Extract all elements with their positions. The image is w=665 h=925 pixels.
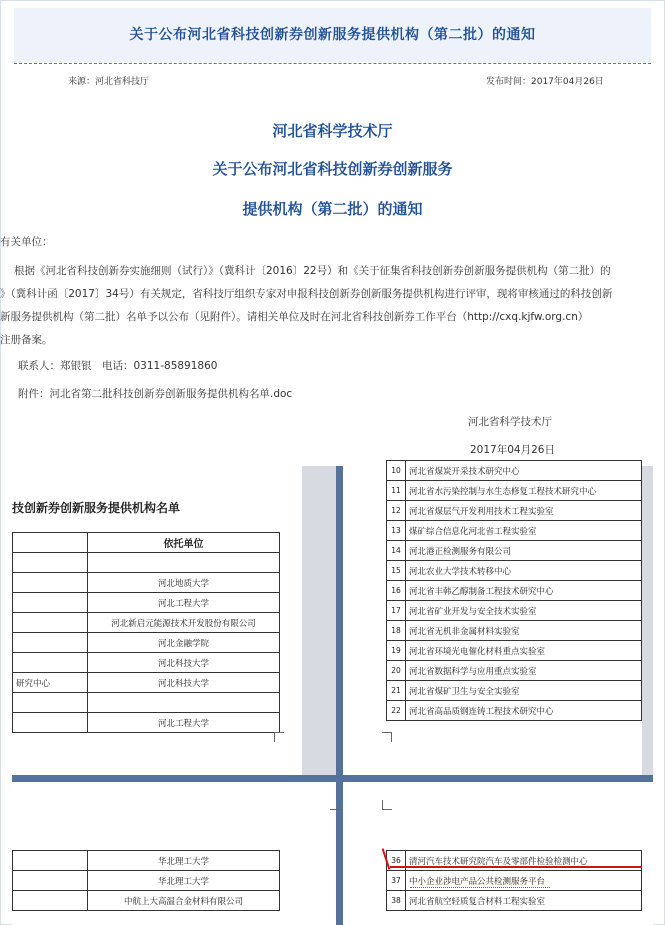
table-row: 河北新启元能源技术开发股份有限公司 bbox=[13, 613, 280, 633]
article-title: 关于公布河北省科技创新券创新服务提供机构（第二批）的通知 bbox=[129, 27, 536, 43]
salutation: 有关单位： bbox=[0, 236, 53, 248]
table-row: 河北工程大学 bbox=[13, 713, 280, 733]
table-row: 河北工程大学 bbox=[13, 593, 280, 613]
table-row: 36 清河汽车技术研究院汽车及零部件检验检测中心 bbox=[387, 851, 642, 871]
table-row: 15 河北农业大学技术转移中心 bbox=[387, 561, 642, 581]
table-row: 19 河北省环境光电催化材料重点实验室 bbox=[387, 641, 642, 661]
attachment-screenshot bbox=[12, 466, 653, 925]
body-line-3: 新服务提供机构（第二批）名单予以公布（见附件）。请相关单位及时在河北省科技创新券工作平台（http://cxq.kjfw.org.cn） bbox=[0, 311, 589, 323]
table-row: 13 煤矿综合信息化河北省工程实验室 bbox=[387, 521, 642, 541]
table-row bbox=[13, 553, 280, 573]
table-row: 12 河北省煤层气开发利用技术工程实验室 bbox=[387, 501, 642, 521]
table-row: 16 河北省丰韩乙醇制备工程技术研究中心 bbox=[387, 581, 642, 601]
right-table bbox=[386, 460, 642, 721]
gap-area bbox=[302, 466, 336, 775]
document-heading-line2: 提供机构（第二批）的通知 bbox=[242, 200, 423, 218]
crop-mark bbox=[382, 800, 392, 810]
publish-time: 发布时间：2017年04月26日 bbox=[486, 77, 604, 87]
body-line-2: 》（冀科计函〔2017〕34号）有关规定，省科技厅组织专家对申报科技创新券创新服务提供机构进行评审，现将审核通过的科技创新 bbox=[0, 288, 613, 300]
table-row: 22 河北省高品质钢连铸工程技术研究中心 bbox=[387, 701, 642, 721]
table-row: 华北理工大学 bbox=[13, 851, 280, 871]
body-line-1: 根据《河北省科技创新券实施细则（试行）》（冀科计〔2016〕22号）和《关于征集省科技创新券创新服务提供机构（第二批）的 bbox=[14, 265, 611, 277]
bottom-right-table bbox=[386, 850, 642, 911]
title-bar bbox=[14, 8, 651, 62]
table-row: 10 河北省煤炭开采技术研究中心 bbox=[387, 461, 642, 481]
table-row: 21 河北省煤矿卫生与安全实验室 bbox=[387, 681, 642, 701]
table-row: 18 河北省无机非金属材料实验室 bbox=[387, 621, 642, 641]
signature-date: 2017年04月26日 bbox=[470, 444, 555, 456]
bottom-left-table bbox=[12, 850, 280, 911]
table-row: 20 河北省数据科学与应用重点实验室 bbox=[387, 661, 642, 681]
table-row: 17 河北省矿业开发与安全技术实验室 bbox=[387, 601, 642, 621]
table-row: 中航上大高温合金材料有限公司 bbox=[13, 891, 280, 911]
table-row: 38 河北省航空轻质复合材料工程实验室 bbox=[387, 891, 642, 911]
gap-area bbox=[642, 466, 653, 775]
table-row bbox=[13, 693, 280, 713]
attachment-link[interactable]: 附件：河北省第二批科技创新券创新服务提供机构名单.doc bbox=[18, 388, 293, 400]
document-heading-line1: 关于公布河北省科技创新券创新服务 bbox=[212, 160, 453, 178]
table-header: 依托单位 bbox=[88, 533, 280, 553]
table-row: 研究中心 河北科技大学 bbox=[13, 673, 280, 693]
table-row: 37 中小企业涉电产品公共检测服务平台 bbox=[387, 871, 642, 891]
crop-mark bbox=[330, 800, 340, 810]
highlight-underline bbox=[390, 866, 642, 868]
table-row: 华北理工大学 bbox=[13, 871, 280, 891]
spellcheck-underline bbox=[410, 886, 550, 888]
body-line-4: 注册备案。 bbox=[0, 334, 53, 346]
crop-mark bbox=[274, 732, 284, 742]
table-row: 11 河北省水污染控制与水生态修复工程技术研究中心 bbox=[387, 481, 642, 501]
left-table bbox=[12, 532, 280, 733]
title-divider bbox=[14, 63, 651, 64]
document-heading-agency: 河北省科学技术厅 bbox=[272, 122, 393, 140]
contact-info: 联系人：郑银银 电话：0311-85891860 bbox=[18, 360, 218, 372]
signature: 河北省科学技术厅 bbox=[468, 416, 552, 428]
table-row: 14 河北港正检测服务有限公司 bbox=[387, 541, 642, 561]
screenshot-divider-horizontal bbox=[12, 775, 653, 782]
table-row: 河北地质大学 bbox=[13, 573, 280, 593]
source-label: 来源：河北省科技厅 bbox=[68, 77, 150, 87]
table-row: 河北金融学院 bbox=[13, 633, 280, 653]
screenshot-divider-vertical bbox=[336, 466, 343, 925]
table-page-title: 技创新券创新服务提供机构名单 bbox=[12, 501, 181, 515]
table-row: 河北科技大学 bbox=[13, 653, 280, 673]
crop-mark bbox=[382, 732, 392, 742]
